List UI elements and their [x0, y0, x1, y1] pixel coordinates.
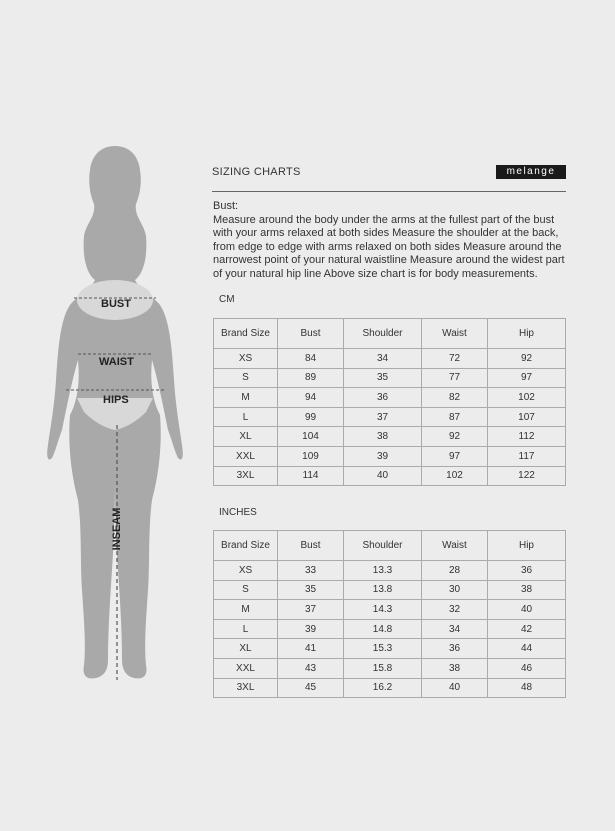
table-cell: S — [214, 580, 278, 600]
table-cell: 77 — [422, 368, 488, 388]
table-row — [214, 427, 566, 447]
table-cell: 38 — [488, 580, 566, 600]
column-header: Shoulder — [344, 319, 422, 349]
table-cell: 34 — [344, 349, 422, 369]
table-cell: 104 — [278, 427, 344, 447]
table-cell: 35 — [278, 580, 344, 600]
table-row — [214, 407, 566, 427]
table-cell: 3XL — [214, 678, 278, 698]
table-cell: 34 — [422, 619, 488, 639]
table-cell: 15.3 — [344, 639, 422, 659]
table-cell: L — [214, 407, 278, 427]
table-cell: 39 — [278, 619, 344, 639]
column-header: Brand Size — [214, 319, 278, 349]
table-row — [214, 446, 566, 466]
cm-unit-label: CM — [219, 294, 235, 305]
body-silhouette — [40, 140, 190, 690]
table-cell: 13.8 — [344, 580, 422, 600]
table-cell: 13.3 — [344, 561, 422, 581]
table-row — [214, 466, 566, 486]
table-cell: 38 — [344, 427, 422, 447]
header-divider — [212, 191, 566, 192]
table-cell: 107 — [488, 407, 566, 427]
description-heading: Bust: — [213, 200, 239, 212]
column-header: Hip — [488, 319, 566, 349]
table-cell: L — [214, 619, 278, 639]
table-cell: 37 — [278, 600, 344, 620]
table-cell: 14.3 — [344, 600, 422, 620]
table-cell: 87 — [422, 407, 488, 427]
table-cell: 40 — [488, 600, 566, 620]
page-title: SIZING CHARTS — [212, 166, 301, 178]
table-cell: 28 — [422, 561, 488, 581]
inseam-label: INSEAM — [111, 507, 123, 551]
table-cell: M — [214, 600, 278, 620]
body-outline-graphic — [40, 140, 190, 690]
table-cell: 72 — [422, 349, 488, 369]
table-row — [214, 600, 566, 620]
table-cell: 42 — [488, 619, 566, 639]
column-header: Bust — [278, 531, 344, 561]
table-cell: 114 — [278, 466, 344, 486]
inches-unit-label: INCHES — [219, 507, 257, 518]
column-header: Waist — [422, 531, 488, 561]
table-cell: 97 — [422, 446, 488, 466]
table-row — [214, 388, 566, 408]
table-cell: XL — [214, 427, 278, 447]
table-cell: 48 — [488, 678, 566, 698]
table-cell: 82 — [422, 388, 488, 408]
table-row — [214, 639, 566, 659]
table-cell: 117 — [488, 446, 566, 466]
column-header: Waist — [422, 319, 488, 349]
table-cell: 36 — [422, 639, 488, 659]
table-cell: 14.8 — [344, 619, 422, 639]
table-cell: XXL — [214, 658, 278, 678]
table-cell: 92 — [488, 349, 566, 369]
column-header: Hip — [488, 531, 566, 561]
table-cell: 38 — [422, 658, 488, 678]
table-cell: 35 — [344, 368, 422, 388]
table-cell: 112 — [488, 427, 566, 447]
table-cell: XS — [214, 561, 278, 581]
table-cell: 15.8 — [344, 658, 422, 678]
table-header-row — [214, 531, 566, 561]
table-cell: 40 — [422, 678, 488, 698]
table-cell: S — [214, 368, 278, 388]
table-cell: 33 — [278, 561, 344, 581]
table-cell: 3XL — [214, 466, 278, 486]
table-cell: 32 — [422, 600, 488, 620]
brand-logo: melange — [496, 165, 566, 179]
column-header: Bust — [278, 319, 344, 349]
table-cell: 44 — [488, 639, 566, 659]
table-cell: 37 — [344, 407, 422, 427]
table-cell: M — [214, 388, 278, 408]
table-cell: 39 — [344, 446, 422, 466]
table-cell: 43 — [278, 658, 344, 678]
table-cell: 99 — [278, 407, 344, 427]
table-cell: 45 — [278, 678, 344, 698]
table-row — [214, 561, 566, 581]
table-row — [214, 678, 566, 698]
table-cell: 92 — [422, 427, 488, 447]
waist-label: WAIST — [99, 356, 134, 368]
bust-label: BUST — [101, 298, 131, 310]
table-cell: 16.2 — [344, 678, 422, 698]
table-row — [214, 349, 566, 369]
table-row — [214, 368, 566, 388]
table-cell: 97 — [488, 368, 566, 388]
column-header: Brand Size — [214, 531, 278, 561]
table-cell: 30 — [422, 580, 488, 600]
table-cell: 84 — [278, 349, 344, 369]
table-row — [214, 619, 566, 639]
cm-size-table — [213, 318, 566, 486]
table-cell: 40 — [344, 466, 422, 486]
column-header: Shoulder — [344, 531, 422, 561]
table-row — [214, 580, 566, 600]
table-cell: 46 — [488, 658, 566, 678]
table-cell: 36 — [488, 561, 566, 581]
inches-size-table — [213, 530, 566, 698]
table-cell: XL — [214, 639, 278, 659]
table-cell: XS — [214, 349, 278, 369]
hips-label: HIPS — [103, 394, 129, 406]
table-row — [214, 658, 566, 678]
table-cell: 89 — [278, 368, 344, 388]
table-cell: 102 — [488, 388, 566, 408]
description-body: Measure around the body under the arms at the fullest part of the bust with your arms relaxed at both sides Measure the shoulder at the back, from edge to edge with arms relaxed on both sides Measure around the narrowest point of your natural waistline Measure around the widest part of your natural hip line Above size chart is for body measurements. — [213, 213, 565, 280]
table-cell: 36 — [344, 388, 422, 408]
measurement-description — [213, 200, 573, 282]
table-cell: 102 — [422, 466, 488, 486]
table-cell: 122 — [488, 466, 566, 486]
table-cell: 109 — [278, 446, 344, 466]
table-cell: 94 — [278, 388, 344, 408]
table-header-row — [214, 319, 566, 349]
table-cell: 41 — [278, 639, 344, 659]
table-cell: XXL — [214, 446, 278, 466]
